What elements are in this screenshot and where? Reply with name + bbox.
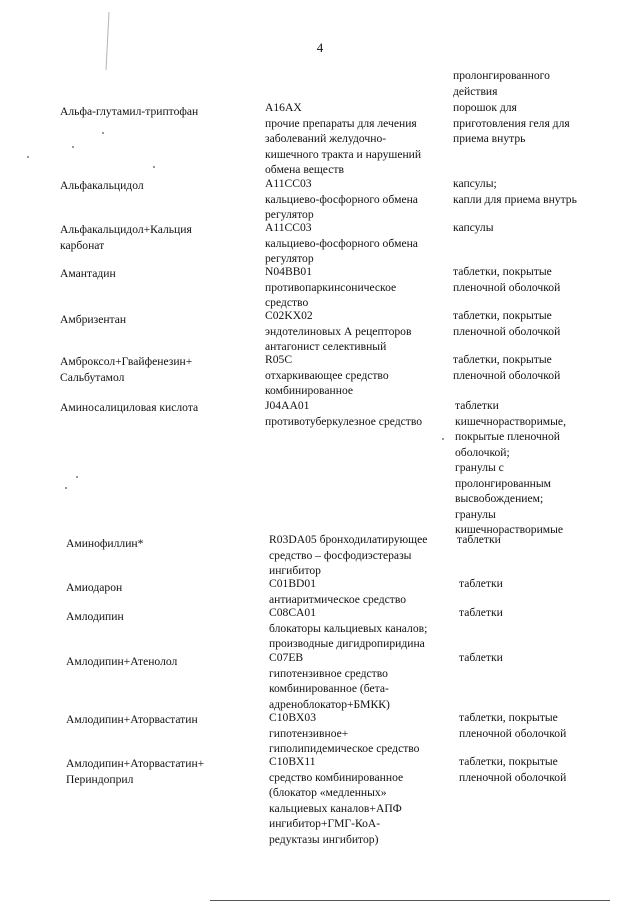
bottom-scan-rule bbox=[210, 900, 610, 901]
dosage-form-cell: порошок для приготовления геля для приема внутрь bbox=[453, 101, 570, 145]
dosage-form-cell: таблетки, покрытые пленочной оболочкой bbox=[453, 309, 561, 338]
drug-name-cell: Аминосалициловая кислота bbox=[60, 401, 199, 414]
dosage-form-cell: таблетки bbox=[459, 606, 503, 619]
atc-group-cell: C08CA01 блокаторы кальциевых каналов; производные дигидропиридина bbox=[269, 606, 428, 650]
dosage-form-cell: таблетки, покрытые пленочной оболочкой bbox=[453, 353, 561, 382]
dosage-form-cell: таблетки, покрытые пленочной оболочкой bbox=[459, 755, 567, 784]
dosage-form-cell: таблетки, покрытые пленочной оболочкой bbox=[453, 265, 561, 294]
atc-group-cell: A11CC03 кальциево-фосфорного обмена регулятор bbox=[265, 221, 418, 265]
dosage-form-cell: капсулы bbox=[453, 221, 494, 234]
drug-name-cell: Амлодипин+Аторвастатин+ Периндоприл bbox=[66, 757, 205, 786]
dosage-form-cell: таблетки bbox=[459, 577, 503, 590]
drug-name-cell: Альфакальцидол bbox=[60, 179, 144, 192]
atc-group-cell: C07EB гипотензивное средство комбинированное (бета- адреноблокатор+БМКК) bbox=[269, 651, 390, 711]
drug-name-cell: Амлодипин+Атенолол bbox=[66, 655, 178, 668]
atc-group-cell: C01BD01 антиаритмическое средство bbox=[269, 577, 407, 606]
dosage-form-cell: пролонгированного действия bbox=[453, 69, 550, 98]
atc-group-cell: J04AA01 противотуберкулезное средство bbox=[265, 399, 423, 428]
atc-group-cell: R05C отхаркивающее средство комбинированное bbox=[265, 353, 389, 397]
atc-group-cell: C10BX03 гипотензивное+ гиполипидемическое средство bbox=[269, 711, 420, 755]
scan-speck bbox=[442, 438, 444, 440]
dosage-form-cell: таблетки кишечнорастворимые, покрытые пленочной оболочкой; гранулы с пролонгированным высвобождением; гранулы кишечнорастворимые bbox=[455, 399, 566, 536]
atc-group-cell: C10BX11 средство комбинированное (блокатор «медленных» кальциевых каналов+АПФ ингибитор+ГМГ-КоА- редуктазы ингибитор) bbox=[269, 755, 404, 846]
atc-group-cell: N04BB01 противопаркинсоническое средство bbox=[265, 265, 397, 309]
dosage-form-cell: капсулы; капли для приема внутрь bbox=[453, 177, 577, 206]
drug-name-cell: Амиодарон bbox=[66, 581, 123, 594]
dosage-form-cell: таблетки bbox=[457, 533, 501, 546]
drug-name-cell: Альфакальцидол+Кальция карбонат bbox=[60, 223, 192, 252]
drug-name-cell: Амбризентан bbox=[60, 313, 127, 326]
drug-name-cell: Амантадин bbox=[60, 267, 116, 280]
scan-speck bbox=[65, 487, 67, 489]
page-number: 4 bbox=[316, 40, 324, 55]
scan-speck bbox=[102, 132, 104, 134]
drug-name-cell: Амброксол+Гвайфенезин+ Сальбутамол bbox=[60, 355, 193, 384]
dosage-form-cell: таблетки bbox=[459, 651, 503, 664]
drug-name-cell: Аминофиллин* bbox=[66, 537, 144, 550]
scan-speck bbox=[27, 156, 29, 158]
atc-group-cell: A16AX прочие препараты для лечения заболеваний желудочно- кишечного тракта и нарушений обмена веществ bbox=[265, 101, 422, 176]
dosage-form-cell: таблетки, покрытые пленочной оболочкой bbox=[459, 711, 567, 740]
scan-speck bbox=[76, 476, 78, 478]
scan-speck bbox=[72, 146, 74, 148]
atc-group-cell: C02KX02 эндотелиновых А рецепторов антагонист селективный bbox=[265, 309, 412, 353]
drug-name-cell: Альфа-глутамил-триптофан bbox=[60, 105, 199, 118]
atc-group-cell: A11CC03 кальциево-фосфорного обмена регулятор bbox=[265, 177, 418, 221]
drug-name-cell: Амлодипин bbox=[66, 610, 124, 623]
drug-name-cell: Амлодипин+Аторвастатин bbox=[66, 713, 198, 726]
scan-speck bbox=[153, 166, 155, 168]
atc-group-cell: R03DA05 бронходилатирующее средство – фосфодиэстеразы ингибитор bbox=[269, 533, 428, 577]
